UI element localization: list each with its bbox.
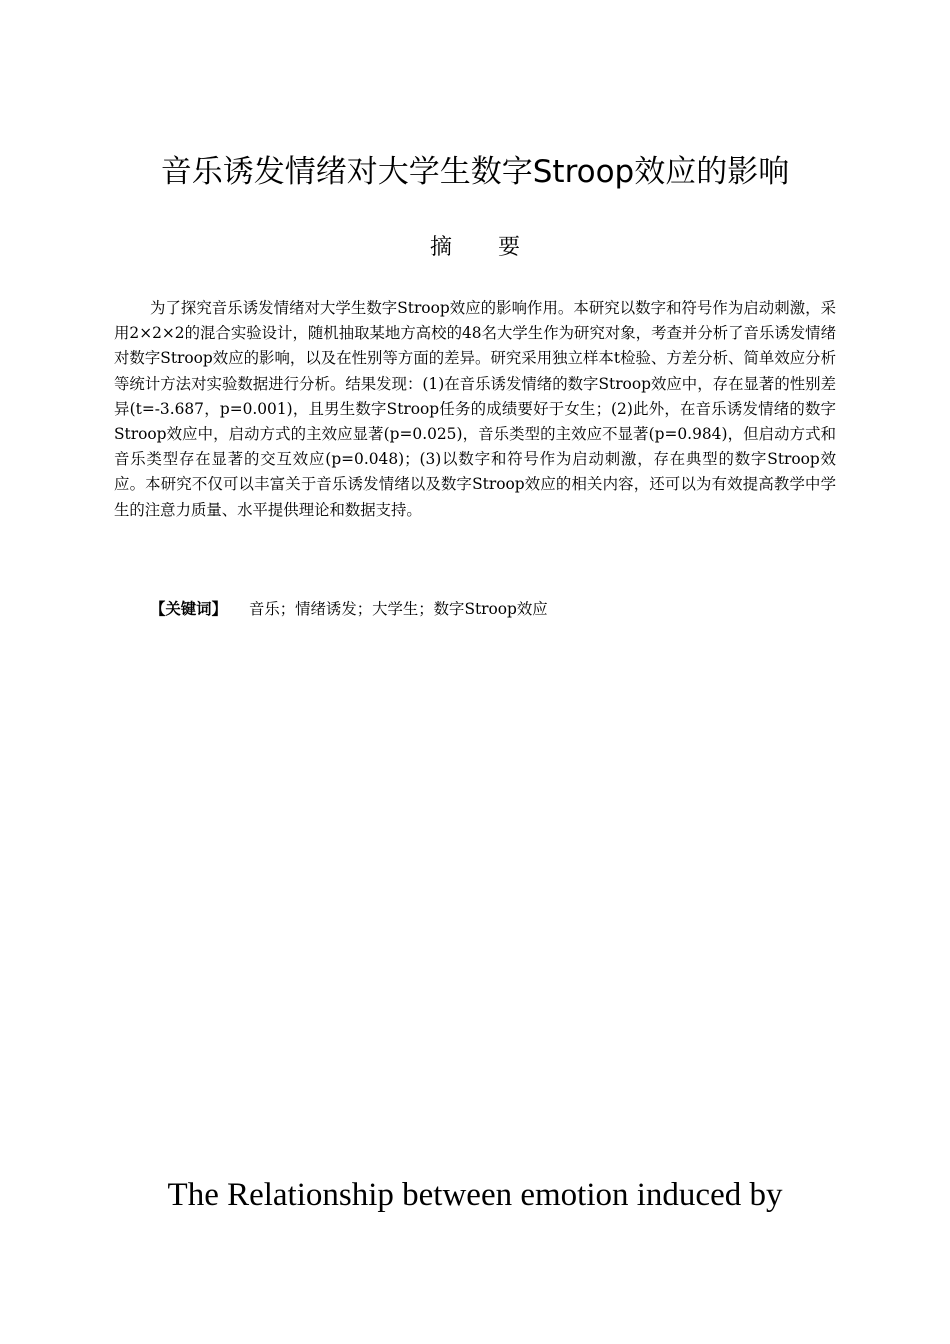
keywords-label: 【关键词】 <box>150 600 227 618</box>
abstract-body: 为了探究音乐诱发情绪对大学生数字Stroop效应的影响作用。本研究以数字和符号作为启动刺激，采用2×2×2的混合实验设计，随机抽取某地方高校的48名大学生作为研究对象，考查并分析了音乐诱发情绪对数字Stroop效应的影响，以及在性别等方面的差异。研究采用独立样本t检验、方差分析、简单效应分析等统计方法对实验数据进行分析。结果发现：(1)在音乐诱发情绪的数字Stroop效应中，存在显著的性别差异(t=-3.687，p=0.001)，且男生数字Stroop任务的成绩要好于女生；(2)此外，在音乐诱发情绪的数字Stroop效应中，启动方式的主效应显著(p=0.025)，音乐类型的主效应不显著(p=0.984)，但启动方式和音乐类型存在显著的交互效应(p=0.048)；(3)以数字和符号作为启动刺激，存在典型的数字Stroop效应。本研究不仅可以丰富关于音乐诱发情绪以及数字Stroop效应的相关内容，还可以为有效提高教学中学生的注意力质量、水平提供理论和数据支持。 <box>114 299 836 519</box>
paper-title-zh: 音乐诱发情绪对大学生数字Stroop效应的影响 <box>160 154 790 190</box>
keywords-text: 音乐；情绪诱发；大学生；数字Stroop效应 <box>248 600 548 618</box>
keywords-line <box>150 596 548 622</box>
paper-title-en: The Relationship between emotion induced by <box>167 1177 783 1213</box>
abstract-heading: 摘要 <box>429 235 566 260</box>
